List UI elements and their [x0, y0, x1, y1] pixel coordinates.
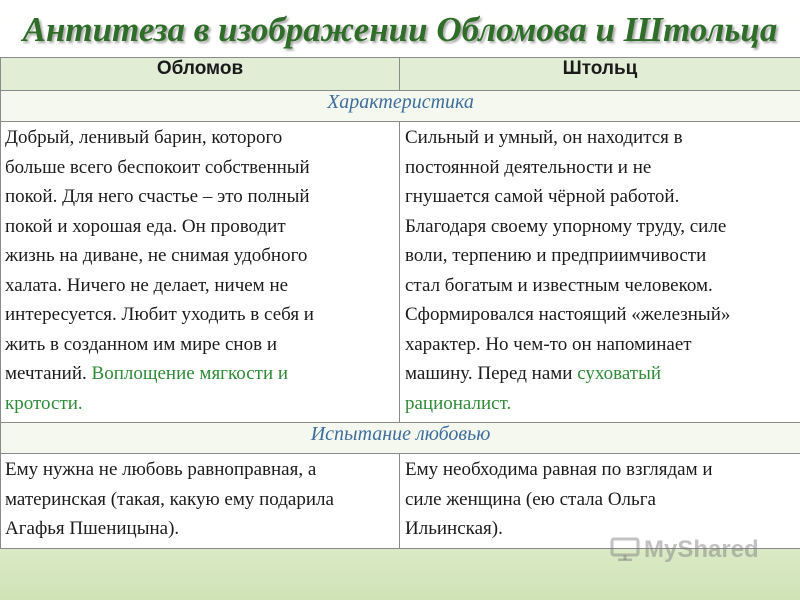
text-line: Ему необходима равная по взглядам и	[405, 459, 713, 480]
section-love-test: Испытание любовью	[1, 423, 800, 454]
text-line: жизнь на диване, не снимая удобного	[5, 245, 308, 266]
table-row	[1, 454, 800, 549]
plain-text: машину. Перед нами	[405, 363, 578, 384]
highlight-text: рационалист.	[405, 392, 512, 414]
text-line: характер. Но чем-то он напоминает	[405, 333, 692, 355]
text-line: Благодаря своему упорному труду, силе	[405, 215, 727, 237]
header-stolz: Штольц	[400, 58, 800, 91]
text-line: постоянной деятельности и не	[405, 156, 652, 178]
plain-text: мечтаний.	[5, 363, 92, 384]
text-line: жить в созданном им мире снов и	[5, 333, 277, 355]
text-line: материнская (такая, какую ему подарила	[5, 488, 334, 510]
text-line: Сформировался настоящий «железный»	[405, 304, 731, 325]
text-line	[5, 359, 395, 389]
text-line: гнушается самой чёрной работой.	[405, 186, 680, 207]
oblomov-characteristic	[1, 122, 400, 423]
watermark-logo	[610, 536, 759, 564]
header-row	[1, 58, 800, 91]
text-line: халата. Ничего не делает, ничем не	[5, 274, 289, 296]
text-line: Ему нужна не любовь равноправная, а	[5, 459, 317, 480]
section-row	[1, 423, 800, 454]
text-line: интересуется. Любит уходить в себя и	[5, 304, 314, 325]
highlight-text: кротости.	[5, 392, 83, 414]
text-line: Ильинская).	[405, 518, 503, 539]
text-line: больше всего беспокоит собственный	[5, 156, 310, 178]
text-line: силе женщина (ею стала Ольга	[405, 488, 656, 510]
text-line: покой. Для него счастье – это полный	[5, 186, 310, 207]
text-line: покой и хорошая еда. Он проводит	[5, 215, 286, 237]
stolz-love	[400, 454, 800, 549]
slide-title: Антитеза в изображении Обломова и Штольца	[22, 10, 778, 49]
highlight-text: суховатый	[577, 363, 662, 384]
stolz-characteristic	[400, 122, 800, 423]
table-row	[1, 122, 800, 423]
section-characteristic: Характеристика	[1, 91, 800, 122]
header-oblomov: Обломов	[1, 58, 400, 91]
text-line: Добрый, ленивый барин, которого	[5, 127, 283, 148]
presentation-icon	[610, 537, 640, 561]
oblomov-love	[1, 454, 400, 549]
text-line: воли, терпению и предприимчивости	[405, 245, 707, 266]
watermark-text: MyShared	[644, 536, 759, 563]
text-line	[405, 359, 796, 389]
section-row	[1, 91, 800, 122]
comparison-table	[0, 57, 800, 549]
highlight-text: Воплощение мягкости и	[91, 363, 289, 384]
text-line: стал богатым и известным человеком.	[405, 274, 713, 296]
text-line: Сильный и умный, он находится в	[405, 127, 683, 148]
text-line: Агафья Пшеницына).	[5, 518, 180, 539]
